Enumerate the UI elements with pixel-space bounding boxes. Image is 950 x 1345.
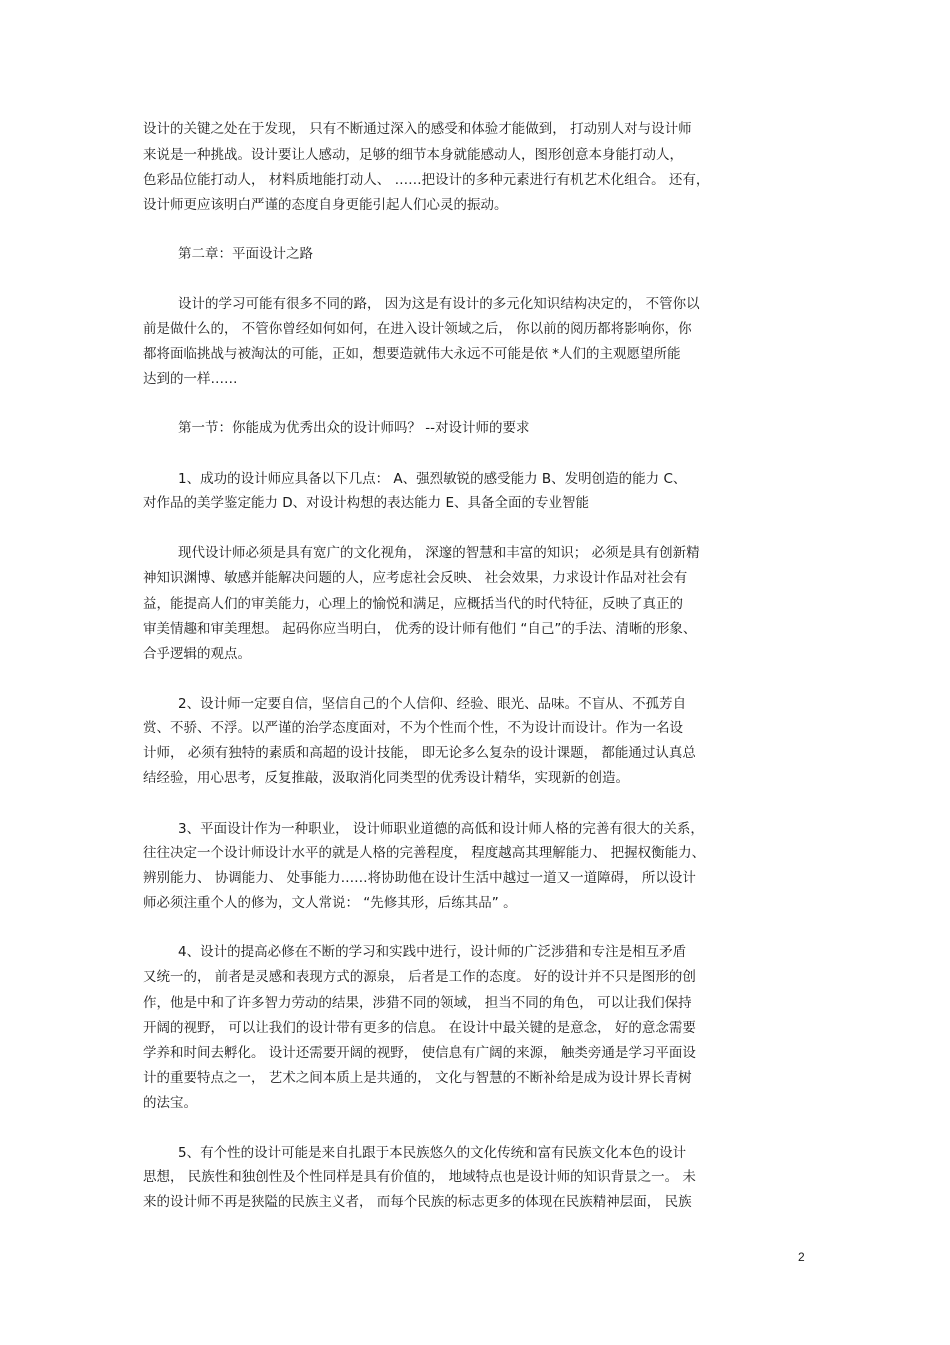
text-line: 的法宝。 — [143, 1095, 197, 1111]
text-line: 思想， 民族性和独创性及个性同样是具有价值的， 地域特点也是设计师的知识背景之一。 未 — [143, 1169, 696, 1185]
text-line: 又统一的， 前者是灵感和表现方式的源泉， 后者是工作的态度。 好的设计并不只是图形的创 — [143, 969, 696, 985]
text-line: 现代设计师必须是具有宽广的文化视角， 深邃的智慧和丰富的知识； 必须是具有创新精 — [178, 545, 700, 561]
text-line: 结经验，用心思考，反复推敲，汲取消化同类型的优秀设计精华，实现新的创造。 — [143, 770, 629, 786]
text-line: 1、成功的设计师应具备以下几点： A、强烈敏锐的感受能力 B、发明创造的能力 C、 — [178, 471, 687, 487]
text-line: 2、设计师一定要自信，坚信自己的个人信仰、经验、眼光、品味。不盲从、不孤芳自 — [178, 696, 687, 712]
text-line: 前是做什么的， 不管你曾经如何如何，在进入设计领域之后， 你以前的阅历都将影响你，你 — [143, 321, 692, 337]
text-line: 设计的关键之处在于发现， 只有不断通过深入的感受和体验才能做到， 打动别人对与设计师 — [143, 121, 692, 137]
text-line: 作，他是中和了许多智力劳动的结果，涉猎不同的领域， 担当不同的角色， 可以让我们保持 — [143, 995, 692, 1011]
text-line: 审美情趣和审美理想。 起码你应当明白， 优秀的设计师有他们 “自己”的手法、清晰的形象、 — [143, 621, 697, 637]
text-line: 对作品的美学鉴定能力 D、对设计构想的表达能力 E、具备全面的专业智能 — [143, 495, 590, 511]
text-line: 来说是一种挑战。设计要让人感动，足够的细节本身就能感动人，图形创意本身能打动人， — [143, 147, 683, 163]
text-line: 设计师更应该明白严谨的态度自身更能引起人们心灵的振动。 — [143, 197, 508, 213]
text-line: 3、平面设计作为一种职业， 设计师职业道德的高低和设计师人格的完善有很大的关系， — [178, 821, 704, 837]
text-line: 往往决定一个设计师设计水平的就是人格的完善程度， 程度越高其理解能力、 把握权衡能力、 — [143, 845, 706, 861]
text-line: 师必须注重个人的修为，文人常说： “先修其形，后练其品” 。 — [143, 895, 517, 911]
text-line: 来的设计师不再是狭隘的民族主义者， 而每个民族的标志更多的体现在民族精神层面， 民族 — [143, 1194, 692, 1210]
text-line: 计师， 必须有独特的素质和高超的设计技能， 即无论多么复杂的设计课题， 都能通过认真总 — [143, 745, 696, 761]
text-line: 计的重要特点之一， 艺术之间本质上是共通的， 文化与智慧的不断补给是成为设计界长青树 — [143, 1070, 692, 1086]
text-line: 4、设计的提高必修在不断的学习和实践中进行，设计师的广泛涉猎和专注是相互矛盾 — [178, 944, 687, 960]
text-line: 合乎逻辑的观点。 — [143, 646, 251, 662]
text-line: 都将面临挑战与被淘汰的可能，正如，想要造就伟大永远不可能是依 *人们的主观愿望所能 — [143, 346, 681, 362]
chapter-heading: 第二章：平面设计之路 — [178, 246, 313, 262]
text-line: 达到的一样…… — [143, 371, 238, 387]
text-line: 益，能提高人们的审美能力，心理上的愉悦和满足，应概括当代的时代特征，反映了真正的 — [143, 596, 683, 612]
text-line: 色彩品位能打动人， 材料质地能打动人、 ……把设计的多种元素进行有机艺术化组合。 还有， — [143, 172, 710, 188]
text-line: 赏、不骄、不浮。以严谨的治学态度面对，不为个性而个性，不为设计而设计。作为一名设 — [143, 720, 683, 736]
section-heading: 第一节：你能成为优秀出众的设计师吗？ --对设计师的要求 — [178, 420, 530, 436]
text-line: 设计的学习可能有很多不同的路， 因为这是有设计的多元化知识结构决定的， 不管你以 — [178, 296, 700, 312]
page-number: 2 — [798, 1250, 805, 1264]
text-line: 5、有个性的设计可能是来自扎跟于本民族悠久的文化传统和富有民族文化本色的设计 — [178, 1145, 687, 1161]
text-line: 辨别能力、 协调能力、 处事能力……将协助他在设计生活中越过一道又一道障碍， 所以设计 — [143, 870, 696, 886]
text-line: 开阔的视野， 可以让我们的设计带有更多的信息。 在设计中最关键的是意念， 好的意念需要 — [143, 1020, 696, 1036]
text-line: 神知识渊博、敏感并能解决问题的人，应考虑社会反映、 社会效果，力求设计作品对社会有 — [143, 570, 688, 586]
text-line: 学养和时间去孵化。 设计还需要开阔的视野， 使信息有广阔的来源， 触类旁通是学习平面设 — [143, 1045, 696, 1061]
